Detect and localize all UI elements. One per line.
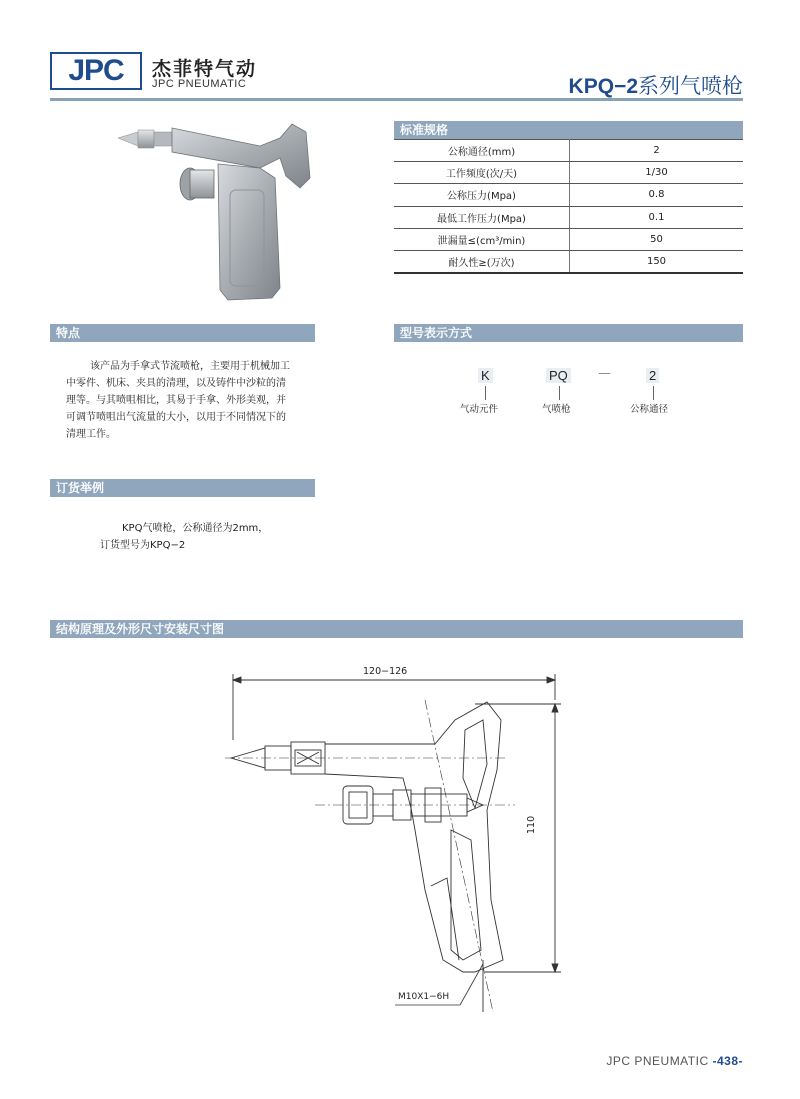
spec-key: 泄漏量≤(cm³/min) xyxy=(394,228,570,250)
technical-drawing xyxy=(225,660,575,1015)
dim-width-label: 120−126 xyxy=(363,666,408,677)
spec-key: 工作频度(次/天) xyxy=(394,162,570,184)
table-row xyxy=(394,206,743,228)
order-text xyxy=(100,520,268,554)
logo xyxy=(50,52,142,90)
table-row xyxy=(394,162,743,184)
page-number: -438- xyxy=(712,1054,743,1068)
section-bar-order: 订货举例 xyxy=(50,479,315,497)
page-title-model: KPQ−2 xyxy=(568,75,638,98)
spec-table xyxy=(394,139,743,274)
dim-height-label: 110 xyxy=(526,815,537,834)
code-k-connector xyxy=(485,386,486,400)
product-photo xyxy=(110,118,330,308)
section-bar-model-code: 型号表示方式 xyxy=(394,324,743,342)
features-line: 清理工作。 xyxy=(66,429,116,440)
code-pq: PQ xyxy=(546,368,571,383)
thread-label: M10X1−6H xyxy=(398,992,450,1002)
spec-key: 公称通径(mm) xyxy=(394,140,570,162)
features-text xyxy=(66,358,316,443)
section-bar-structure: 结构原理及外形尺寸安装尺寸图 xyxy=(50,620,743,638)
spec-key: 耐久性≥(万次) xyxy=(394,250,570,273)
features-line: 中零件、机床、夹具的清理，以及铸件中沙粒的清 xyxy=(66,378,286,389)
spec-key: 最低工作压力(Mpa) xyxy=(394,206,570,228)
code-two-connector xyxy=(653,386,654,400)
code-pq-connector xyxy=(559,386,560,400)
section-bar-features: 特点 xyxy=(50,324,315,342)
spec-value: 1/30 xyxy=(570,162,744,184)
section-bar-spec: 标准规格 xyxy=(394,121,743,139)
footer-brand: JPC PNEUMATIC xyxy=(606,1054,709,1068)
spec-value: 150 xyxy=(570,250,744,273)
spec-key: 公称压力(Mpa) xyxy=(394,184,570,206)
table-row xyxy=(394,184,743,206)
spec-value: 0.1 xyxy=(570,206,744,228)
order-line: 订货型号为KPQ−2 xyxy=(100,540,186,551)
code-dash: — xyxy=(598,366,611,381)
features-line: 理等。与其喷咀相比，其易于手拿、外形美观，并 xyxy=(66,395,286,406)
spec-value: 2 xyxy=(570,140,744,162)
table-row xyxy=(394,250,743,273)
footer xyxy=(606,1054,743,1068)
table-row xyxy=(394,140,743,162)
logo-text: JPC xyxy=(68,54,124,87)
code-label-pq: 气喷枪 xyxy=(542,404,571,415)
code-k: K xyxy=(478,368,493,383)
header-rule xyxy=(50,98,743,101)
spec-value: 0.8 xyxy=(570,184,744,206)
page-title xyxy=(569,70,743,100)
page-title-suffix: 系列气喷枪 xyxy=(638,75,743,98)
code-two: 2 xyxy=(646,368,659,383)
table-row xyxy=(394,228,743,250)
features-line: 可调节喷咀出气流量的大小，以用于不同情况下的 xyxy=(66,412,286,423)
code-label-two: 公称通径 xyxy=(630,404,669,415)
spec-value: 50 xyxy=(570,228,744,250)
features-line: 该产品为手拿式节流喷枪，主要用于机械加工 xyxy=(90,361,290,372)
order-line: KPQ气喷枪，公称通径为2mm， xyxy=(122,523,269,534)
code-label-k: 气动元件 xyxy=(460,404,499,415)
brand-name-en: JPC PNEUMATIC xyxy=(152,78,247,90)
brand-name-cn: 杰菲特气动 xyxy=(152,58,258,80)
